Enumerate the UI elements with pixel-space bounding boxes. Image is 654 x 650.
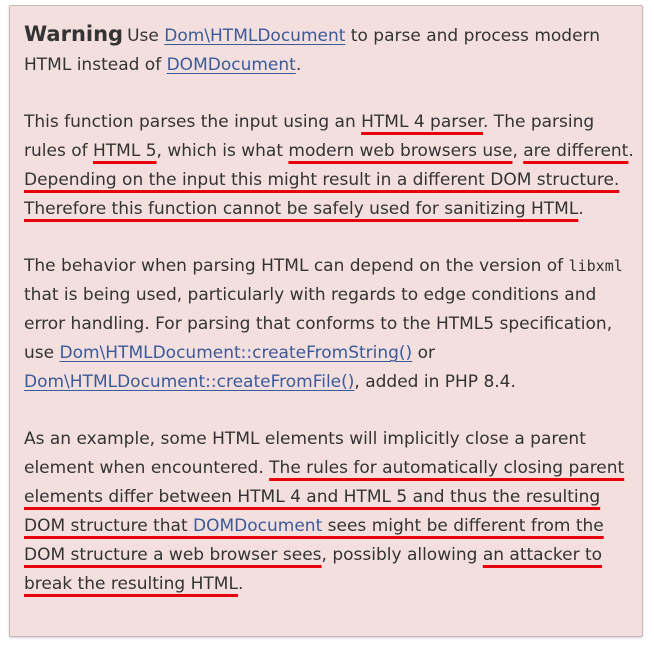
link-create-from-file[interactable]: Dom\HTMLDocument::createFromFile()	[24, 372, 355, 392]
annotation-underline-html4-parser: HTML 4 parser	[361, 112, 483, 132]
text-span: , possibly allowing	[321, 545, 483, 565]
annotation-underline-sanitizing: Depending on the input this might result in a different DOM structure. Therefore this function cannot be safely used for sanitizing HTML	[24, 170, 620, 219]
annotation-underline-are-different: are different	[523, 141, 629, 161]
text-span: .	[578, 199, 584, 219]
annotation-underline-browsers: modern web browsers use	[288, 141, 513, 161]
text-span: As an example, some HTML elements will implicitly close a parent element when encountered.	[24, 429, 586, 478]
link-domdocument[interactable]: DOMDocument	[166, 55, 296, 75]
text-span: .	[628, 141, 634, 161]
annotation-underline-html5: HTML 5	[93, 141, 157, 161]
warning-intro	[24, 20, 634, 80]
text-span: to parse and process modern HTML instead of	[24, 26, 600, 75]
paragraph-parser-warning	[24, 108, 634, 224]
text-span: The rules for automatically closing parent elements differ between HTML 4 and HTML 5 and thus the resulting DOM structure that	[24, 458, 625, 536]
text-span: The behavior when parsing HTML can depend on the version of	[24, 256, 569, 276]
text-span: , added in PHP 8.4.	[354, 372, 516, 392]
text-span: This function parses the input using an	[24, 112, 362, 132]
text-span: .	[295, 55, 302, 75]
text-span: Use	[127, 26, 165, 46]
code-libxml: libxml	[568, 257, 623, 275]
annotation-underline-attacker: an attacker to break the resulting HTML	[24, 545, 603, 594]
paragraph-example	[24, 425, 634, 599]
text-span: that is being used, particularly with regards to edge conditions and error handling. For parsing that conforms to the HTML5 specification, use	[24, 285, 613, 363]
warning-content	[24, 20, 634, 627]
text-span: ,	[512, 141, 524, 161]
link-domdocument-example[interactable]: DOMDocument	[193, 516, 323, 536]
link-dom-htmldocument[interactable]: Dom\HTMLDocument	[164, 26, 346, 46]
text-span: . The parsing rules of	[24, 112, 595, 161]
link-create-from-string[interactable]: Dom\HTMLDocument::createFromString()	[59, 343, 413, 363]
warning-title: Warning	[24, 22, 124, 46]
text-span: , which is what	[156, 141, 289, 161]
text-span: sees might be different from the DOM structure a web browser sees	[24, 516, 604, 565]
paragraph-libxml-behavior	[24, 252, 634, 397]
text-span: .	[237, 574, 244, 594]
text-span: or	[412, 343, 435, 363]
warning-box	[9, 5, 643, 637]
